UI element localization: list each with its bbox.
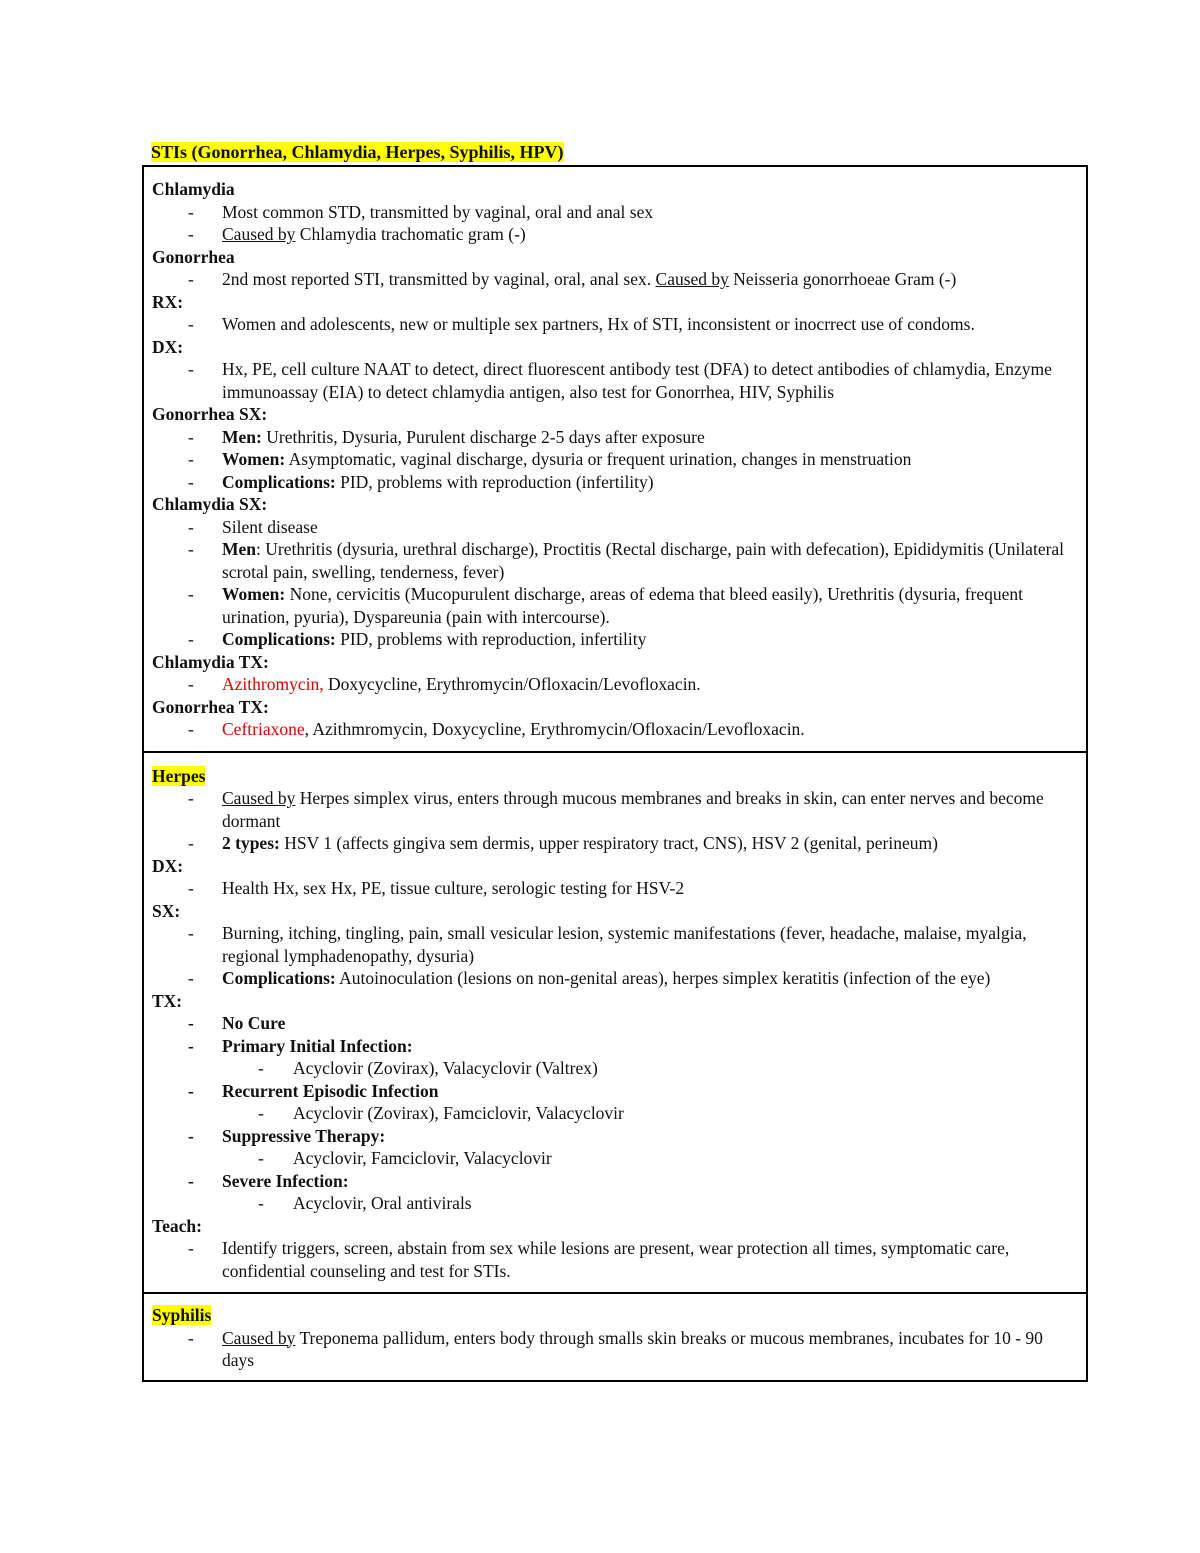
- herpes-dx-list: [152, 877, 1076, 900]
- list-item: - Caused by Herpes simplex virus, enters through mucous membranes and breaks in skin, can enter nerves and become dormant: [152, 787, 1076, 832]
- herpes-cell: [144, 751, 1086, 1293]
- herpes-sx-list: [152, 922, 1076, 990]
- syphilis-cell: [144, 1292, 1086, 1380]
- list-item: - Acyclovir, Oral antivirals: [152, 1192, 1076, 1215]
- chlamydia-list: [152, 201, 1076, 246]
- chlamydia-sx-heading: Chlamydia SX:: [152, 494, 268, 514]
- rx-heading: RX:: [152, 291, 184, 312]
- gonorrhea-list: [152, 268, 1076, 291]
- list-item: - Women: None, cervicitis (Mucopurulent discharge, areas of edema that bleed easily), Urethritis (dysuria, frequent urination, pyuria), Dyspareunia (pain with intercourse).: [152, 583, 1076, 628]
- dx-list: [152, 358, 1076, 403]
- gonorrhea-tx-heading: Gonorrhea TX:: [152, 696, 269, 717]
- list-item: - Complications: PID, problems with reproduction, infertility: [152, 628, 1076, 651]
- list-item: - Acyclovir, Famciclovir, Valacyclovir: [152, 1147, 1076, 1170]
- list-item: - Men: Urethritis (dysuria, urethral discharge), Proctitis (Rectal discharge, pain with defecation), Epididymitis (Unilateral scrotal pain, swelling, tenderness, fever): [152, 538, 1076, 583]
- list-item: - No Cure: [152, 1012, 1076, 1035]
- herpes-list: [152, 787, 1076, 855]
- list-item: - Severe Infection:: [152, 1170, 1076, 1193]
- list-item: - Suppressive Therapy:: [152, 1125, 1076, 1148]
- chlamydia-tx-heading: Chlamydia TX:: [152, 651, 269, 672]
- caused-by-label: Caused by: [222, 1327, 296, 1348]
- title-highlight: STIs (Gonorrhea, Chlamydia, Herpes, Syphilis, HPV): [151, 142, 564, 162]
- document-title: [151, 140, 1088, 164]
- list-item: - Women: Asymptomatic, vaginal discharge, dysuria or frequent urination, changes in menstruation: [152, 448, 1076, 471]
- herpes-sx-heading: SX:: [152, 900, 181, 921]
- list-item: - Recurrent Episodic Infection: [152, 1080, 1076, 1103]
- herpes-heading: Herpes: [152, 765, 206, 786]
- list-item: - 2nd most reported STI, transmitted by vaginal, oral, anal sex. Caused by Neisseria gonorrhoeae Gram (-): [152, 268, 1076, 291]
- dx-heading: DX:: [152, 336, 184, 357]
- first-line-drug: Ceftriaxone: [222, 719, 305, 739]
- list-item: - Burning, itching, tingling, pain, small vesicular lesion, systemic manifestations (fever, headache, malaise, myalgia, regional lymphadenopathy, dysuria): [152, 922, 1076, 967]
- list-item: - Most common STD, transmitted by vaginal, oral and anal sex: [152, 201, 1076, 224]
- syphilis-list: [152, 1327, 1076, 1372]
- list-item: - Silent disease: [152, 516, 1076, 539]
- list-item: - Women and adolescents, new or multiple sex partners, Hx of STI, inconsistent or inocrrect use of condoms.: [152, 313, 1076, 336]
- caused-by-label: Caused by: [655, 269, 729, 289]
- herpes-dx-heading: DX:: [152, 855, 184, 876]
- list-item: - Men: Urethritis, Dysuria, Purulent discharge 2-5 days after exposure: [152, 426, 1076, 449]
- notes-table: [142, 165, 1088, 1382]
- gonorrhea-heading: Gonorrhea: [152, 246, 235, 267]
- gonorrhea-sx-list: [152, 426, 1076, 494]
- gonorrhea-sx-heading: Gonorrhea SX:: [152, 404, 268, 424]
- list-item: - Acyclovir (Zovirax), Famciclovir, Valacyclovir: [152, 1102, 1076, 1125]
- caused-by-label: Caused by: [222, 788, 296, 808]
- list-item: - Hx, PE, cell culture NAAT to detect, direct fluorescent antibody test (DFA) to detect antibodies of chlamydia, Enzyme immunoassay (EIA) to detect chlamydia antigen, also test for Gonorrhea, HIV, Syphilis: [152, 358, 1076, 403]
- list-item: - Ceftriaxone, Azithmromycin, Doxycycline, Erythromycin/Ofloxacin/Levofloxacin.: [152, 718, 1076, 741]
- list-item: - Caused by Chlamydia trachomatic gram (-): [152, 223, 1076, 246]
- list-item: - Caused by Treponema pallidum, enters body through smalls skin breaks or mucous membranes, incubates for 10 - 90 days: [152, 1327, 1076, 1372]
- list-item: - Acyclovir (Zovirax), Valacyclovir (Valtrex): [152, 1057, 1076, 1080]
- list-item: - Primary Initial Infection:: [152, 1035, 1076, 1058]
- teach-list: [152, 1237, 1076, 1282]
- herpes-tx-heading: TX:: [152, 990, 183, 1011]
- rx-list: [152, 313, 1076, 336]
- chlamydia-tx-list: [152, 673, 1076, 696]
- chlamydia-heading: Chlamydia: [152, 179, 235, 199]
- chlamydia-gonorrhea-cell: [144, 167, 1086, 751]
- gonorrhea-tx-list: [152, 718, 1076, 741]
- first-line-drug: Azithromycin,: [222, 674, 324, 694]
- caused-by-label: Caused by: [222, 224, 296, 244]
- syphilis-heading: Syphilis: [152, 1305, 212, 1325]
- list-item: - Complications: PID, problems with reproduction (infertility): [152, 471, 1076, 494]
- list-item: - Health Hx, sex Hx, PE, tissue culture, serologic testing for HSV-2: [152, 877, 1076, 900]
- list-item: - Complications: Autoinoculation (lesions on non-genital areas), herpes simplex keratitis (infection of the eye): [152, 967, 1076, 990]
- list-item: - Azithromycin, Doxycycline, Erythromycin/Ofloxacin/Levofloxacin.: [152, 673, 1076, 696]
- teach-heading: Teach:: [152, 1215, 202, 1236]
- chlamydia-sx-list: [152, 516, 1076, 651]
- herpes-tx-list: [152, 1012, 1076, 1215]
- list-item: - Identify triggers, screen, abstain from sex while lesions are present, wear protection all times, symptomatic care, confidential counseling and test for STIs.: [152, 1237, 1076, 1282]
- list-item: - 2 types: HSV 1 (affects gingiva sem dermis, upper respiratory tract, CNS), HSV 2 (genital, perineum): [152, 832, 1076, 855]
- document-page: [142, 140, 1088, 1382]
